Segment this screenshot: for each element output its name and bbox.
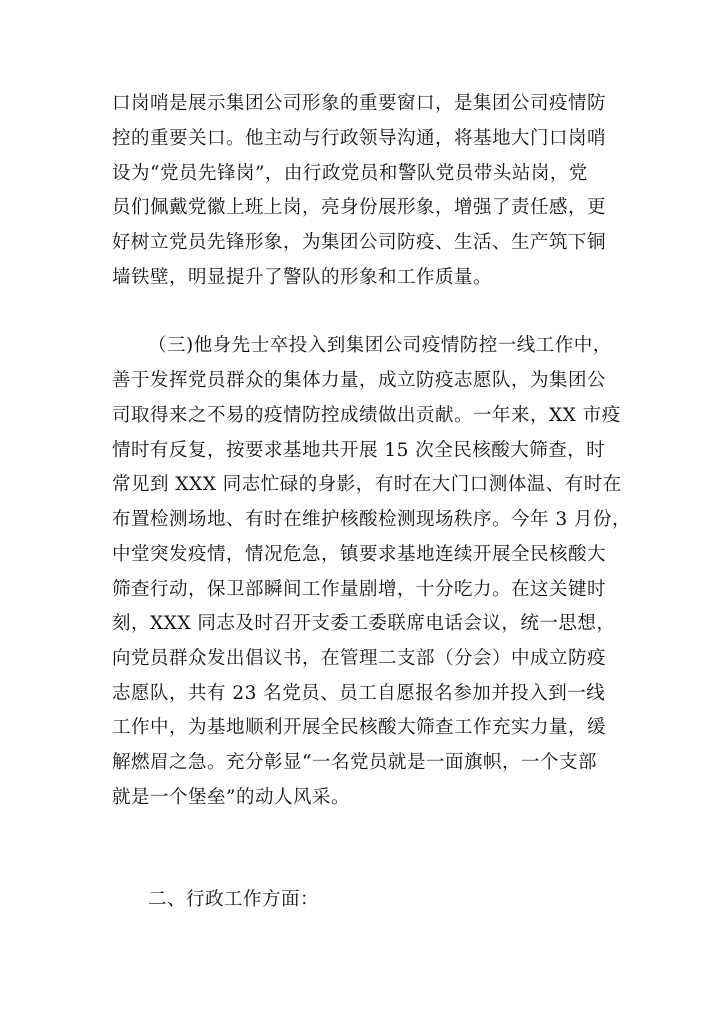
paragraph-line: 口岗哨是展示集团公司形象的重要窗口，是集团公司疫情防 [112,93,607,114]
section-heading: 二、行政工作方面： [148,889,320,910]
paragraph-line: 布置检测场地、有时在维护核酸检测现场秩序。今年 3 月份， [112,509,632,530]
paragraph-line: 解燃眉之急。充分彰显“一名党员就是一面旗帜，一个支部 [112,752,597,773]
paragraph-line: 员们佩戴党徽上班上岗，亮身份展形象，增强了责任感，更 [112,197,607,218]
paragraph-line: 就是一个堡垒”的动人风采。 [112,787,350,808]
paragraph-line: 墙铁壁，明显提升了警队的形象和工作质量。 [112,267,493,288]
paragraph-line: 中堂突发疫情，情况危急，镇要求基地连续开展全民核酸大 [112,544,607,565]
paragraph-line: 工作中，为基地顺利开展全民核酸大筛查工作充实力量，缓 [112,717,607,738]
paragraph-line: 筛查行动，保卫部瞬间工作量剧增，十分吃力。在这关键时 [112,579,607,600]
paragraph-line: 刻，XXX 同志及时召开支委工委联席电话会议，统一思想， [112,613,616,634]
paragraph-line: 常见到 XXX 同志忙碌的身影，有时在大门口测体温、有时在 [112,474,622,495]
paragraph-line: 设为“党员先锋岗”，由行政党员和警队党员带头站岗，党 [112,163,588,184]
paragraph-line: 控的重要关口。他主动与行政领导沟通，将基地大门口岗哨 [112,128,607,149]
paragraph-line: 善于发挥党员群众的集体力量，成立防疫志愿队，为集团公 [112,370,607,391]
paragraph-line: 司取得来之不易的疫情防控成绩做出贡献。一年来，XX 市疫 [112,405,621,426]
paragraph-line: 情时有反复，按要求基地共开展 15 次全民核酸大筛查，时 [112,440,606,461]
paragraph-line: 好树立党员先锋形象，为集团公司防疫、生活、生产筑下铜 [112,232,607,253]
paragraph-line: 向党员群众发出倡议书，在管理二支部（分会）中成立防疫 [112,648,607,669]
paragraph-line: （三)他身先士卒投入到集团公司疫情防控一线工作中， [148,335,612,356]
paragraph-line: 志愿队，共有 23 名党员、员工自愿报名参加并投入到一线 [112,683,606,704]
